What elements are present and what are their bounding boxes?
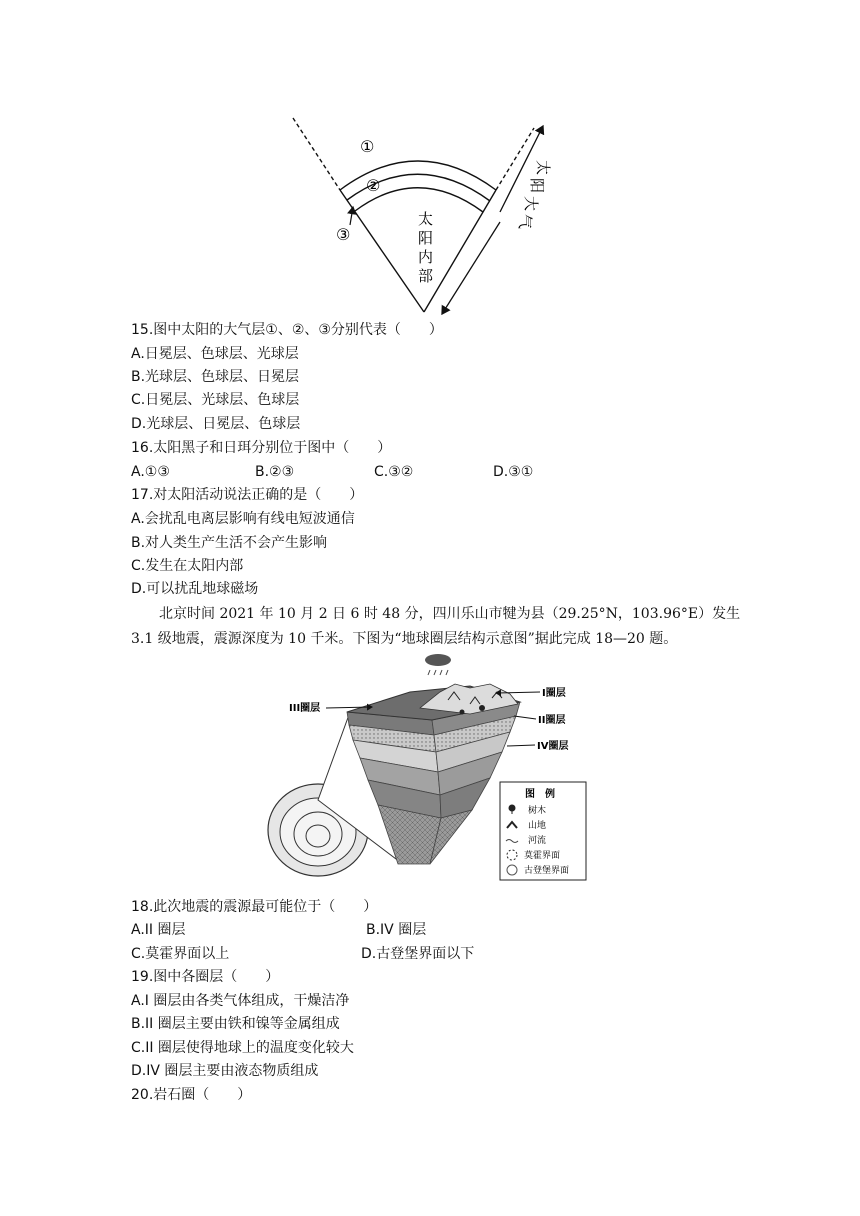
layer3-arrow [350, 207, 353, 225]
q15-option-d: D.光球层、日冕层、色球层 [131, 416, 301, 432]
q16-stem: 16.太阳黑子和日珥分别位于图中（ ） [131, 440, 392, 456]
legend-item-mountain: 山地 [528, 821, 547, 831]
q17-option-d: D.可以扰乱地球磁场 [131, 581, 259, 597]
sphere-label-1: I圈层 [542, 688, 566, 699]
legend-item-tree: 树木 [528, 806, 547, 816]
svg-text:内: 内 [418, 248, 434, 266]
q18-stem: 18.此次地震的震源最可能位于（ ） [131, 899, 378, 915]
q19-option-a: A.I 圈层由各类气体组成，干燥洁净 [131, 993, 350, 1009]
sphere-label-2: II圈层 [538, 715, 566, 726]
svg-text:太: 太 [534, 160, 552, 176]
svg-text:气: 气 [516, 214, 534, 230]
q20-stem: 20.岩石圈（ ） [131, 1087, 252, 1103]
q19-option-c: C.II 圈层使得地球上的温度变化较大 [131, 1040, 354, 1056]
q19-stem: 19.图中各圈层（ ） [131, 969, 280, 985]
label-1: ① [360, 137, 375, 156]
q16-option-b: B.②③ [255, 464, 295, 480]
q17-option-c: C.发生在太阳内部 [131, 558, 244, 574]
q18-option-d: D.古登堡界面以下 [361, 946, 475, 962]
legend-item-gutenberg: 古登堡界面 [524, 866, 570, 876]
svg-text:大: 大 [522, 196, 540, 212]
legend-title: 图 例 [525, 789, 555, 800]
q16-option-a: A.①③ [131, 464, 170, 480]
label-3: ③ [336, 225, 351, 244]
legend [500, 782, 586, 880]
label-2: ② [366, 176, 381, 195]
sun-interior-label [418, 210, 433, 285]
q15-stem: 15.图中太阳的大气层①、②、③分别代表（ ） [131, 322, 443, 338]
sun-layers-diagram [280, 105, 570, 315]
sphere-label-4: IV圈层 [537, 741, 569, 752]
passage-line-2: 3.1 级地震，震源深度为 10 千米。下图为“地球圈层结构示意图”据此完成 18—20 题。 [131, 631, 678, 647]
svg-text:部: 部 [418, 267, 434, 285]
sphere-label-3: III圈层 [289, 703, 321, 714]
legend-item-river: 河流 [528, 836, 547, 846]
q16-option-d: D.③① [493, 464, 534, 480]
svg-text:太: 太 [418, 210, 434, 228]
passage-line-1: 北京时间 2021 年 10 月 2 日 6 时 48 分，四川乐山市犍为县（29.25°N，103.96°E）发生 [159, 606, 741, 622]
q18-option-a: A.II 圈层 [131, 922, 186, 938]
q18-option-c: C.莫霍界面以上 [131, 946, 230, 962]
earth-spheres-diagram [265, 650, 595, 890]
q17-option-a: A.会扰乱电离层影响有线电短波通信 [131, 511, 355, 527]
svg-text:阳: 阳 [418, 229, 434, 247]
svg-text:阳: 阳 [528, 178, 546, 194]
legend-item-moho: 莫霍界面 [524, 851, 561, 861]
rain-cloud-icon [425, 654, 451, 675]
q16-option-c: C.③② [374, 464, 414, 480]
q19-option-d: D.IV 圈层主要由液态物质组成 [131, 1063, 319, 1079]
q17-stem: 17.对太阳活动说法正确的是（ ） [131, 487, 364, 503]
q15-option-b: B.光球层、色球层、日冕层 [131, 369, 300, 385]
q18-option-b: B.IV 圈层 [366, 922, 427, 938]
q15-option-a: A.日冕层、色球层、光球层 [131, 346, 299, 362]
sector-edges [293, 118, 534, 312]
q19-option-b: B.II 圈层主要由铁和镍等金属组成 [131, 1016, 340, 1032]
q15-option-c: C.日冕层、光球层、色球层 [131, 392, 300, 408]
q17-option-b: B.对人类生产生活不会产生影响 [131, 535, 328, 551]
